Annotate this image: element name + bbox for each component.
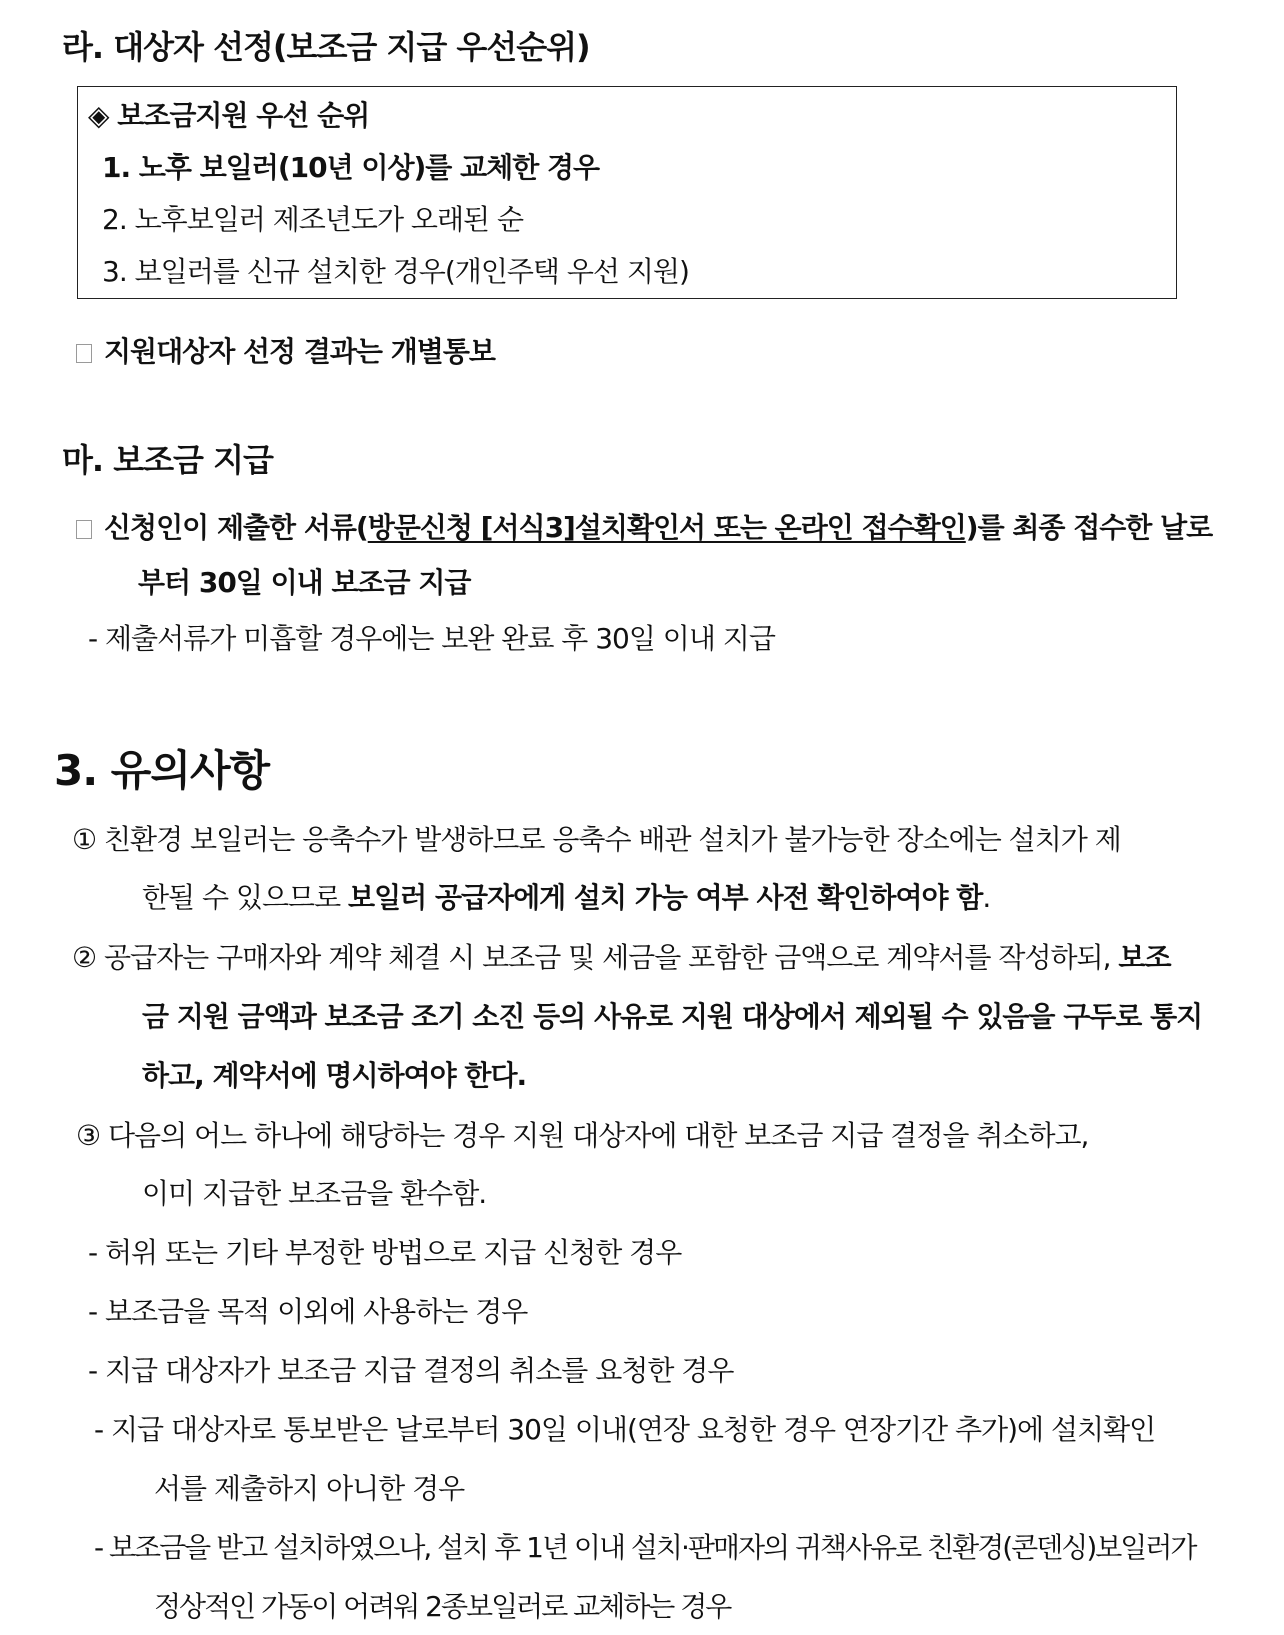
- notice-1-line1: ① 친환경 보일러는 응축수가 발생하므로 응축수 배관 설치가 불가능한 장소에는 설치가 제: [72, 823, 1121, 856]
- cancel-case-1: - 허위 또는 기타 부정한 방법으로 지급 신청한 경우: [88, 1236, 682, 1269]
- payment-text-part1: 신청인이 제출한 서류(: [104, 511, 368, 544]
- payment-text-part2: )를 최종 접수한 날로: [965, 511, 1213, 544]
- cancel-case-5-line1: - 보조금을 받고 설치하였으나, 설치 후 1년 이내 설치·판매자의 귀책사유로 친환경(콘덴싱)보일러가: [94, 1531, 1196, 1564]
- cancel-case-5-line2: 정상적인 가동이 어려워 2종보일러로 교체하는 경우: [154, 1590, 731, 1623]
- notice-1-normal: 한될 수 있으므로: [142, 881, 349, 914]
- checkbox-square-icon: [76, 520, 92, 539]
- notice-2-line2: 금 지원 금액과 보조금 조기 소진 등의 사유로 지원 대상에서 제외될 수 있음을 구두로 통지: [142, 1000, 1203, 1033]
- notice-1-bold: 보일러 공급자에게 설치 가능 여부 사전 확인하여야 함: [348, 881, 983, 914]
- notice-2-normal: ② 공급자는 구매자와 계약 체결 시 보조금 및 세금을 포함한 금액으로 계약서를 작성하되,: [72, 941, 1119, 974]
- priority-item-2: 2. 노후보일러 제조년도가 오래된 순: [102, 203, 523, 236]
- selection-notice: [76, 330, 495, 370]
- selection-notice-text: 지원대상자 선정 결과는 개별통보: [104, 335, 495, 368]
- notice-1-end: .: [982, 881, 991, 914]
- priority-box-title: ◈ 보조금지원 우선 순위: [88, 99, 370, 132]
- notice-3-line2: 이미 지급한 보조금을 환수함.: [142, 1177, 487, 1210]
- cancel-case-3: - 지급 대상자가 보조금 지급 결정의 취소를 요청한 경우: [88, 1354, 734, 1387]
- notice-1-line2: [142, 876, 990, 916]
- priority-item-3: 3. 보일러를 신규 설치한 경우(개인주택 우선 지원): [102, 255, 689, 288]
- payment-paragraph-line1: [76, 506, 1212, 546]
- payment-paragraph-line2: 부터 30일 이내 보조금 지급: [138, 566, 471, 599]
- checkbox-square-icon: [76, 344, 92, 363]
- payment-dash-note: - 제출서류가 미흡할 경우에는 보완 완료 후 30일 이내 지급: [88, 622, 775, 655]
- section-ra-heading: 라. 대상자 선정(보조금 지급 우선순위): [62, 28, 590, 66]
- priority-item-1: 1. 노후 보일러(10년 이상)를 교체한 경우: [102, 151, 600, 184]
- notice-2-line1: [72, 936, 1171, 976]
- cancel-case-4-line2: 서를 제출하지 아니한 경우: [154, 1472, 465, 1505]
- cancel-case-4-line1: - 지급 대상자로 통보받은 날로부터 30일 이내(연장 요청한 경우 연장기간 추가)에 설치확인: [94, 1413, 1156, 1446]
- cancel-case-2: - 보조금을 목적 이외에 사용하는 경우: [88, 1295, 528, 1328]
- notice-2-bold-start: 보조: [1118, 941, 1171, 974]
- payment-text-underlined: 방문신청 [서식3]설치확인서 또는 온라인 접수확인: [367, 511, 966, 544]
- section-3-heading: 3. 유의사항: [54, 746, 270, 795]
- notice-2-line3: 하고, 계약서에 명시하여야 한다.: [142, 1059, 527, 1092]
- section-ma-heading: 마. 보조금 지급: [62, 441, 273, 479]
- notice-3-line1: ③ 다음의 어느 하나에 해당하는 경우 지원 대상자에 대한 보조금 지급 결정을 취소하고,: [76, 1119, 1089, 1152]
